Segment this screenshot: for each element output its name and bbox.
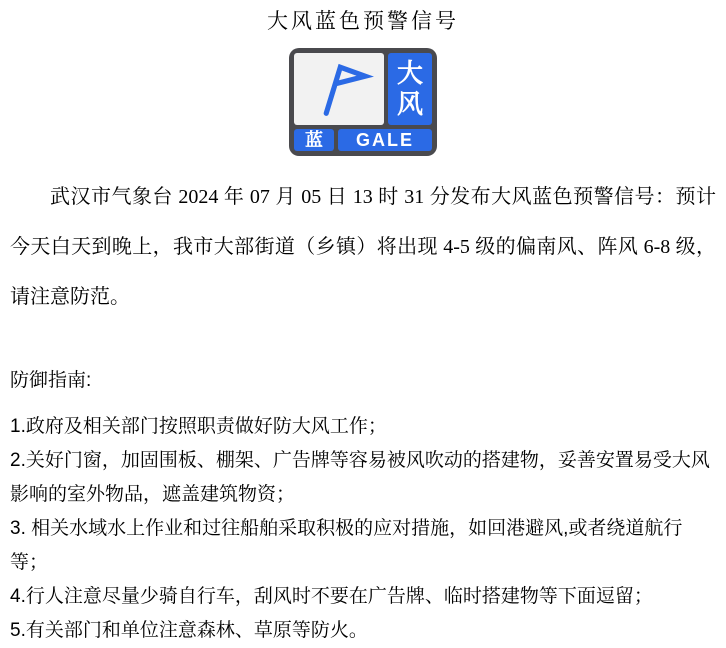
guide-item-1: 1.政府及相关部门按照职责做好防大风工作； [10, 416, 387, 437]
warning-type-label [388, 53, 432, 125]
warning-notice-page [0, 8, 726, 641]
guide-item-4: 4.行人注意尽量少骑自行车，刮风时不要在广告牌、临时搭建物等下面逗留； [10, 586, 653, 607]
wind-flag-icon [307, 57, 371, 121]
page-title: 大风蓝色预警信号 [267, 9, 459, 33]
announcement-text: 武汉市气象台 2024 年 07 月 05 日 13 时 31 分发布大风蓝色预警信号：预计今天白天到晚上，我市大部街道（乡镇）将出现 4-5 级的偏南风、阵风 6-8 级，请注意防范。 [10, 186, 716, 308]
warning-type-char-1: 大 [396, 57, 423, 88]
wind-flag-panel [294, 53, 384, 125]
guide-item-2: 2.关好门窗，加固围板、棚架、广告牌等容易被风吹动的搭建物，妥善安置易受大风影响的室外物品，遮盖建筑物资； [10, 450, 710, 505]
guide-item-5: 5.有关部门和单位注意森林、草原等防火。 [10, 620, 368, 641]
warning-sign-bottom-row [294, 129, 432, 151]
warning-english-label: GALE [338, 129, 432, 151]
guide-heading: 防御指南: [10, 370, 92, 391]
warning-type-char-2: 风 [396, 89, 423, 119]
guide-item-list [10, 410, 716, 648]
warning-level-badge: 蓝 [294, 129, 334, 151]
guide-item-3: 3. 相关水域水上作业和过往船舶采取积极的应对措施，如回港避风,或者绕道航行等； [10, 518, 683, 573]
warning-sign-top-row [294, 53, 432, 125]
defense-guide-section [10, 368, 716, 648]
gale-blue-warning-sign [289, 48, 437, 156]
